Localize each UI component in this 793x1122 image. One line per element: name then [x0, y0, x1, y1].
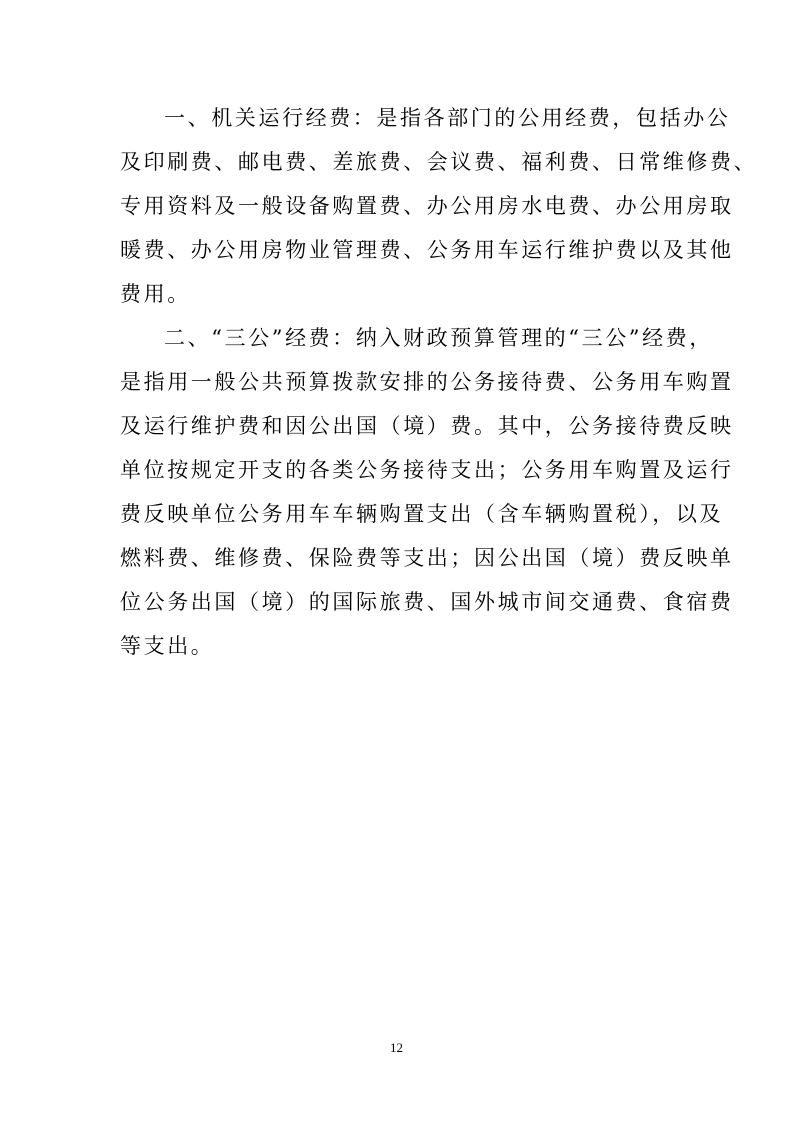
text-line: 费用。: [120, 282, 191, 306]
text-line: 燃料费、维修费、保险费等支出；因公出国（境）费反映单: [120, 546, 734, 570]
text-line: 一、机关运行经费：是指各部门的公用经费，包括办公: [164, 106, 731, 130]
text-line: 位公务出国（境）的国际旅费、国外城市间交通费、食宿费: [120, 590, 734, 614]
text-line: 暖费、办公用房物业管理费、公务用车运行维护费以及其他: [120, 238, 734, 262]
text-line: 及运行维护费和因公出国（境）费。其中，公务接待费反映: [120, 414, 734, 438]
text-line: 专用资料及一般设备购置费、办公用房水电费、办公用房取: [120, 194, 734, 218]
text-line: 费反映单位公务用车车辆购置支出（含车辆购置税），以及: [120, 502, 724, 526]
text-line: 单位按规定开支的各类公务接待支出；公务用车购置及运行: [120, 458, 734, 482]
text-line: 及印刷费、邮电费、差旅费、会议费、福利费、日常维修费、: [120, 150, 758, 174]
page-number: 12: [390, 1040, 403, 1055]
text-line: 是指用一般公共预算拨款安排的公务接待费、公务用车购置: [120, 370, 734, 394]
text-line: 二、“三公”经费：纳入财政预算管理的“三公”经费，: [164, 326, 713, 350]
text-line: 等支出。: [120, 634, 215, 658]
